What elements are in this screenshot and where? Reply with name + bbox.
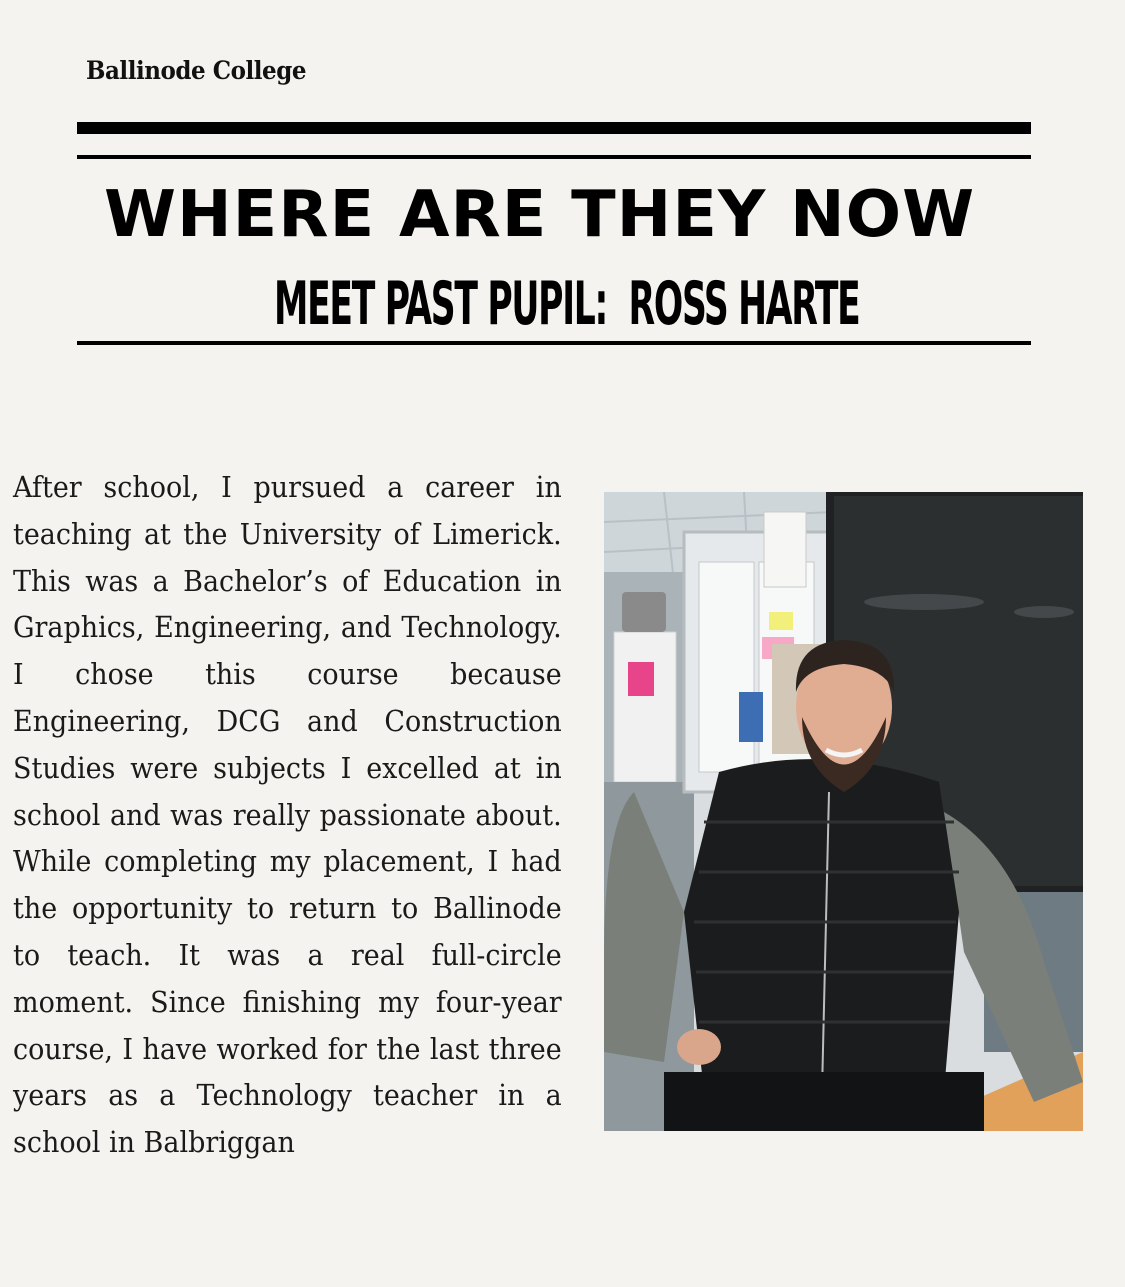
header-rule-thin [77, 155, 1031, 159]
header-rule-bottom [77, 341, 1031, 345]
subheadline: MEET PAST PUPIL: ROSS HARTE [274, 269, 860, 339]
header-rule-thick [77, 122, 1031, 134]
headline: WHERE ARE THEY NOW [104, 178, 976, 252]
past-pupil-photo [604, 492, 1083, 1131]
article-body: After school, I pursued a career in teaching at the University of Limerick. This was a Bachelor’s of Education in Graphics, Engineering, and Technology. I chose this course because Engineering, DCG and Construction Studies were subjects I excelled at in school and was really passionate about. While completing my placement, I had the opportunity to return to Ballinode to teach. It was a real full-circle moment. Since finishing my four-year course, I have worked for the last three years as a Technology teacher in a school in Balbriggan [13, 470, 562, 1160]
college-name: Ballinode College [86, 56, 306, 85]
